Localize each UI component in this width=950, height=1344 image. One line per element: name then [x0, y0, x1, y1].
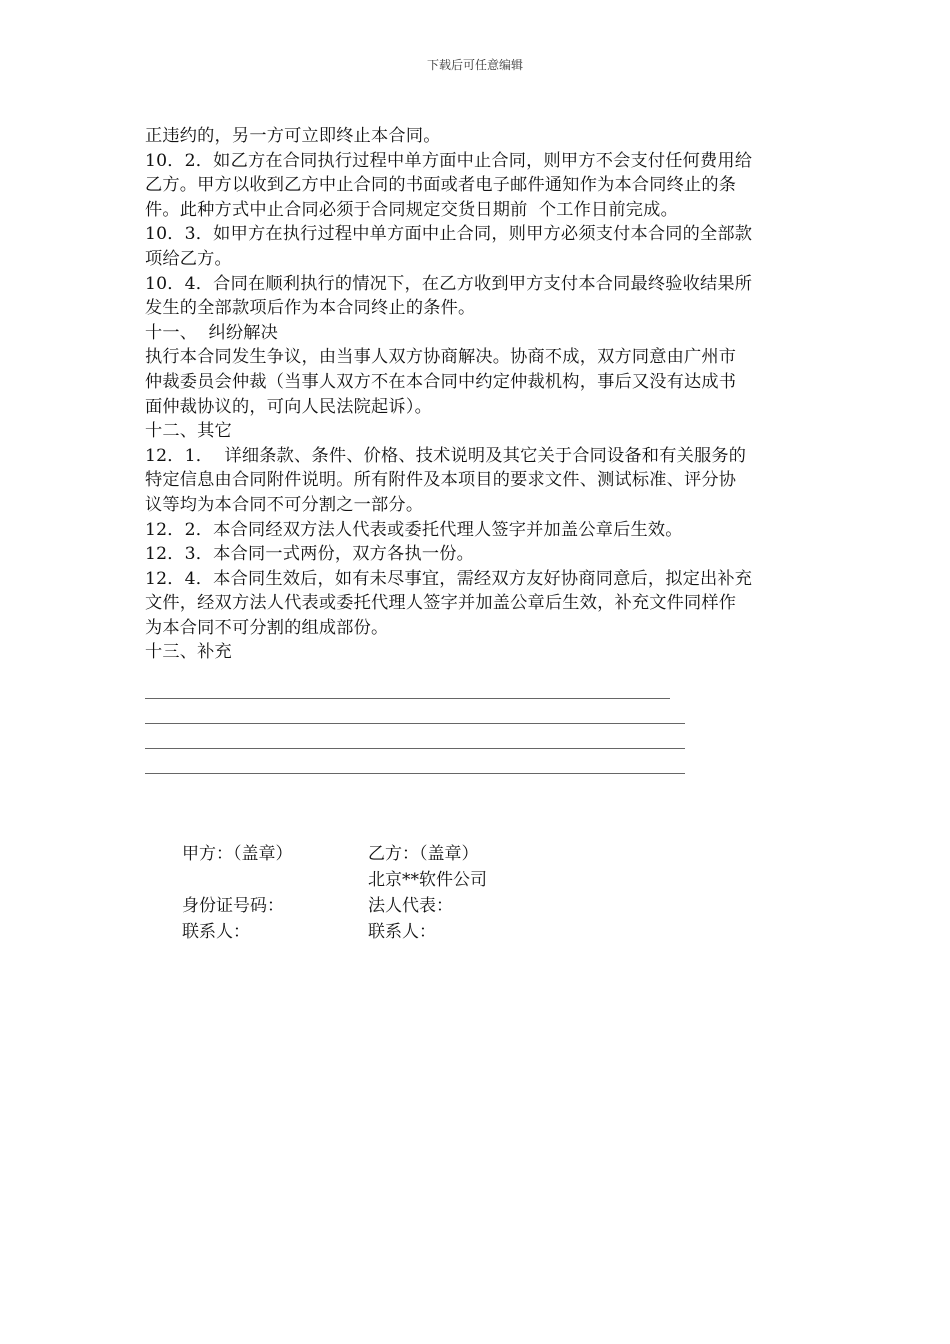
- signature-row: [182, 841, 568, 867]
- signature-row: [182, 867, 568, 893]
- party-b-contact-label: 联系人：: [368, 922, 436, 942]
- body-line: 特定信息由合同附件说明。所有附件及本项目的要求文件、测试标准、评分协: [145, 470, 737, 491]
- signature-row: [182, 893, 568, 919]
- body-line: 12．4．本合同生效后，如有未尽事宜，需经双方友好协商同意后，拟定出补充: [145, 568, 753, 589]
- party-b-seal-label: 乙方：（盖章）: [368, 844, 479, 864]
- body-line: 12．1． 详细条款、条件、价格、技术说明及其它关于合同设备和有关服务的: [145, 445, 747, 466]
- body-line: 12．2．本合同经双方法人代表或委托代理人签字并加盖公章后生效。: [145, 519, 683, 540]
- id-number-label: 身份证号码：: [182, 896, 284, 916]
- blank-line: [145, 749, 685, 774]
- signature-row: [182, 919, 568, 945]
- body-line: 12．3．本合同一式两份，双方各执一份。: [145, 544, 474, 565]
- section-heading-other: 十二、其它: [145, 421, 232, 442]
- party-a-company: [182, 867, 368, 893]
- body-line: 为本合同不可分割的组成部份。: [145, 617, 389, 638]
- party-a-contact-label: 联系人：: [182, 922, 250, 942]
- contract-body: [145, 124, 825, 665]
- body-line: 件。此种方式中止合同必须于合同规定交货日期前 个工作日前完成。: [145, 199, 678, 220]
- body-line: 执行本合同发生争议，由当事人双方协商解决。协商不成，双方同意由广州市: [145, 347, 737, 368]
- blank-line: [145, 699, 685, 724]
- body-line: 议等均为本合同不可分割之一部分。: [145, 494, 424, 515]
- body-line: 乙方。甲方以收到乙方中止合同的书面或者电子邮件通知作为本合同终止的条: [145, 175, 737, 196]
- body-line: 10．2．如乙方在合同执行过程中单方面中止合同，则甲方不会支付任何费用给: [145, 150, 753, 171]
- signature-block: [182, 841, 568, 945]
- supplement-blank-lines: [145, 674, 685, 774]
- legal-rep-label: 法人代表：: [368, 896, 453, 916]
- body-line: 10．4．合同在顺利执行的情况下，在乙方收到甲方支付本合同最终验收结果所: [145, 273, 753, 294]
- page-header: 下载后可任意编辑: [426, 58, 523, 72]
- body-line: 正违约的，另一方可立即终止本合同。: [145, 126, 441, 146]
- body-line: 仲裁委员会仲裁（当事人双方不在本合同中约定仲裁机构，事后又没有达成书: [145, 371, 737, 392]
- section-heading-dispute: 十一、 纠纷解决: [145, 322, 279, 343]
- blank-line: [145, 674, 670, 699]
- body-line: 发生的全部款项后作为本合同终止的条件。: [145, 298, 476, 319]
- body-line: 面仲裁协议的，可向人民法院起诉）。: [145, 396, 432, 417]
- party-a-seal-label: 甲方：（盖章）: [182, 844, 293, 864]
- blank-line: [145, 724, 685, 749]
- body-line: 文件，经双方法人代表或委托代理人签字并加盖公章后生效，补充文件同样作: [145, 593, 737, 614]
- section-heading-supplement: 十三、补充: [145, 642, 232, 663]
- body-line: 10．3．如甲方在执行过程中单方面中止合同，则甲方必须支付本合同的全部款: [145, 224, 753, 245]
- party-b-company: 北京**软件公司: [368, 870, 487, 890]
- body-line: 项给乙方。: [145, 248, 232, 269]
